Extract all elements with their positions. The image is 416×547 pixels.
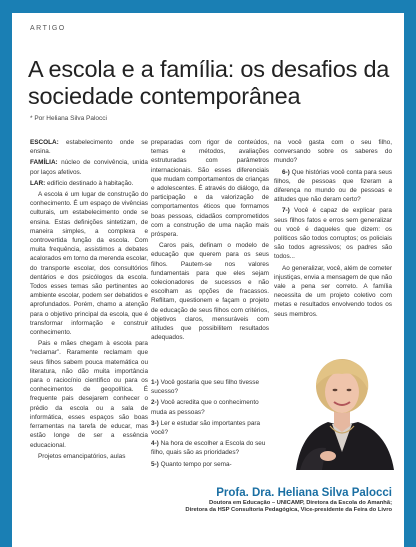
- question-item: [274, 206, 392, 261]
- question-item: [151, 398, 271, 416]
- question-number: 4-): [151, 440, 159, 448]
- author-portrait: [282, 352, 404, 470]
- caption-credentials: Doutora em Educação – UNICAMP, Diretora da Escola do Amanhã;: [209, 500, 392, 506]
- def-term: FAMÍLIA:: [30, 159, 58, 167]
- paragraph: Ao generalizar, você, além de cometer injustiças, envia a mensagem de que não vale a pena ser correto. A família necessita de um projeto coletivo com metas e resultados envolvendo todos os seus membros.: [274, 264, 392, 318]
- def-text: núcleo de convivência, unida por laços afetivos.: [30, 159, 148, 176]
- column-2: [151, 138, 269, 344]
- question-text: Que histórias você conta para seus filhos, de pessoas que fizeram a diferença no mundo ou de pessoas e atitudes que não deram certo?: [274, 168, 392, 204]
- paragraph: A escola é um lugar de construção do conhecimento. É um espaço de vivências culturais, um estabelecimento onde se ensina. Estas definições sintetizam, de maneira simples, a complexa e controvertida função da escola. Com muita frequência, assistimos a debates acalorados em torno da merenda escolar, do transporte escolar, dos consultórios dentários e dos psicólogos da escola. Todos esses temas são pertinentes ao ambiente escolar, podem ser debatidos e aprofundados. Porém, chamo a atenção para o objetivo principal da escola, que é transformar informação e construir conhecimento.: [30, 191, 148, 337]
- column-1: [30, 138, 148, 463]
- caption-name: Profa. Dra. Heliana Silva Palocci: [216, 487, 392, 499]
- question-list: [151, 378, 271, 471]
- article-title: A escola e a família: os desafios da sociedade contemporânea: [28, 56, 390, 109]
- author-caption: [32, 487, 392, 514]
- question-number: 3-): [151, 419, 159, 427]
- question-number: 5-): [151, 460, 159, 468]
- question-item: [151, 378, 271, 396]
- question-item: [151, 460, 271, 469]
- column-3: [274, 138, 392, 321]
- question-text: Na hora de escolher a Escola do seu filho, quais são as prioridades?: [151, 440, 266, 457]
- paragraph: preparadas com rigor de conteúdos, temas e métodos, avaliações estruturadas com parâmetros internacionais. São esses diferenciais que mudam comportamentos de crianças e adolescentes. É através do diálogo, da participação e da valorização de comportamentos éticos que formamos boas pessoas, cidadãos comprometidos com a construção de uma nação mais próspera.: [151, 139, 269, 239]
- paragraph: Pais e mães chegam à escola para “reclamar”. Raramente reclamam que seus filhos sabem pouca matemática ou literatura, não dão muita importância para o raciocínio científico ou para os conhecimentos de geopolítica. É frequente pais desejarem conhecer o prédio da escola ou a sala de informática, esses espaços são boas ferramentas na tarefa de educar, mas estão longe de ser a essência educacional.: [30, 340, 148, 449]
- question-number: 1-): [151, 379, 159, 386]
- paragraph: Projetos emancipatórios, aulas: [38, 452, 126, 460]
- def-term: ESCOLA:: [30, 139, 59, 146]
- question-text: Quanto tempo por sema-: [158, 460, 232, 468]
- question-text: Você é capaz de explicar para seus filhos fatos e erros sem generalizar ou você é daqueles que dizem: os políticos são todos corruptos; os policiais são todos agressivos; os padres são todos...: [274, 207, 392, 261]
- author-byline: * Por Heliana Silva Palocci: [30, 115, 107, 122]
- caption-credentials: Diretora da HSP Consultoria Pedagógica, Vice-presidente da Feira do Livro: [185, 507, 392, 513]
- magazine-page: [12, 0, 404, 547]
- section-label: ARTIGO: [30, 25, 66, 32]
- question-number: 2-): [151, 399, 159, 407]
- paragraph: Caros pais, definam o modelo de educação que querem para os seus filhos. Pautem-se nos valores fundamentais para que eles sejam colecionadores de sucessos e não escolham as opções de fracassos. Reflitam, questionem e façam o projeto de educação de seus filhos com critérios, objetivos claros, mensuráveis com atitudes que possibilitem resultados adequados.: [151, 242, 269, 342]
- question-text: Ler e estudar são importantes para você?: [151, 419, 261, 437]
- question-item: [151, 419, 271, 437]
- def-term: LAR:: [30, 179, 46, 187]
- question-item: [151, 439, 271, 457]
- question-text: Você gostaria que seu filho tivesse sucesso?: [151, 379, 259, 396]
- def-text: estabelecimento onde se ensina.: [30, 139, 148, 156]
- question-item: [274, 168, 392, 205]
- question-text: Você acredita que o conhecimento muda as pessoas?: [151, 399, 259, 416]
- question-number: 7-): [282, 207, 290, 215]
- question-number: 6-): [282, 168, 290, 176]
- paragraph: na você gasta com o seu filho, conversando sobre os saberes do mundo?: [274, 139, 392, 165]
- top-color-bar: [12, 0, 404, 13]
- def-text: edifício destinado à habitação.: [45, 179, 134, 187]
